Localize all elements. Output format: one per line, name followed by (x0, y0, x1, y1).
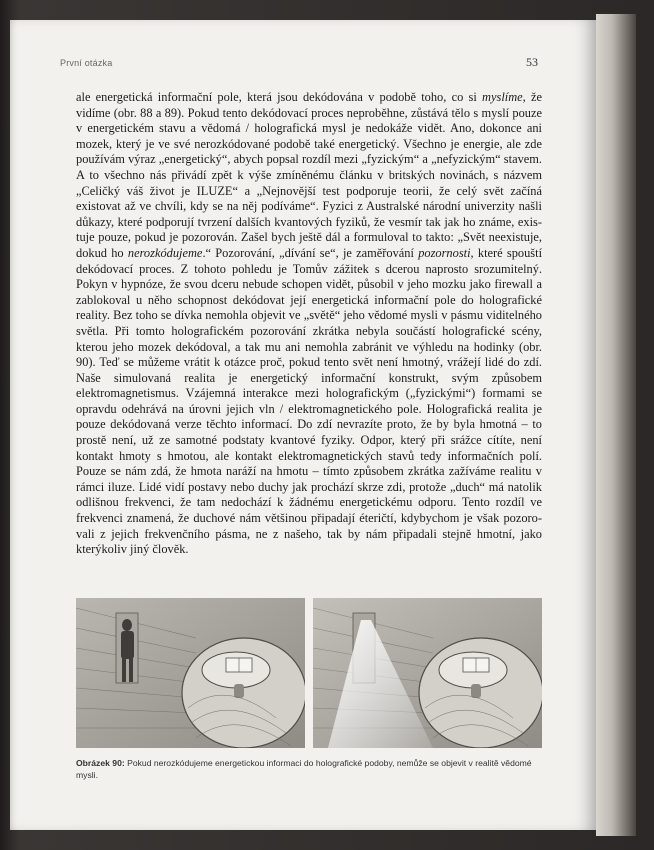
illustration-room-visible-person (76, 598, 305, 748)
body-paragraph (76, 90, 542, 596)
caption-label: Obrázek 90: (76, 758, 125, 768)
body-text-segment: , že vidíme (obr. 88 a 89). Pokud tento dekódovací proces neproběhne, zůstává tělo s myslí pouze v energetickém stavu a vědomá / holografická mysl je nedokáže vidět. Ano, dokonce ani mozek, který je ve své nerozkódované podobě také energetický. Všechno je energie, ale zde používám výraz „energetický“, abych popsal rozdíl mezi „fyzickým“ a „nefyzickým“ stavem. A to všechno nás přivádí zpět k výše zmíněnému článku v britských novinách, s názvem „Celičký váš život je ILUZE“ a „Nejnovější test podporuje teorii, že celý svět začíná existovat až ve chvíli, kdy se na něj podíváme“. Fyzici z Australské národní univerzity našli důkazy, které podporují tvrzení dalších kvantových fyziků, že vesmír tak jak ho známe, existuje pouze, pokud je pozorován. Zašel bych ještě dál a formuloval to takto: „Svět neexistuje, dokud ho (76, 90, 542, 260)
body-text-italic: myslíme (482, 90, 523, 104)
illustration-with-figure (76, 598, 305, 748)
body-text-italic: nerozkódujeme (127, 245, 203, 260)
illustration-room-light-beam (313, 598, 542, 748)
caption-text: Pokud nerozkódujeme energetickou informaci do holografické podoby, nemůže se objevit v realitě vědomé mysli. (76, 758, 532, 780)
figure-caption (76, 758, 542, 781)
book-page-edges (596, 14, 636, 836)
body-text-segment: , které spouští dekódovací proces. Z tohoto pohledu je Tomův zážitek s dcerou naprosto srozumitelný. Pokyn v hypnóze, že svou dceru nebude schopen vidět, působil v jeho mozku jako firewall a zablokoval u něho schopnost dekódovat její energetická informační pole do holografické reality. Bez toho se dívka nemohla objevit ve „světě“ jeho vědomé mysli v pásmu viditelného světla. Při tomto holografickém pozorování zkrátka nebyla součástí holografické scény, kterou jeho mozek dekódoval, a tak mu ani nemohla zabránit ve výhledu na hodinky (obr. 90). Teď se můžeme vrátit k otázce proč, pokud tento svět není hmotný, vrážejí lidé do zdí. Naše simulovaná realita je energetický informační konstrukt, svým způsobem elektromagnetismus. Vzájemná interakce mezi holografickým („fyzickými“) formami se opravdu odehrává na úrovni jejich vln / elektromagnetického pole. Holografická realita je pouze dekódovaná verze těchto informací. Do zdí nevrazíte proto, že by byla hmotná – to prostě není, už ze samotné podstaty kvantové fyziky. Odpor, který při srážce cítíte, není kontakt hmoty s hmotou, ale kontakt elektromagnetických stavů tedy informačních polí. Pouze se nám zdá, že hmota naráží na hmotu – tímto způsobem zkrátka zažíváme realitu v rámci iluze. Lidé vidí postavy nebo duchy jak prochází skrze zdi, protože „duch“ má natolik odlišnou frekvenci, že tam nedochází k žádnému energetickému odporu. Tento rozdíl ve frekvenci znamená, že duchové nám většinou připadají éteričtí, kdybychom je však pozorovali z jejich frekvenčního pásma, ne z našeho, tak by nám připadali stejně hmotní, jako kterýkoliv jiný člověk. (76, 245, 543, 557)
figure-90 (76, 598, 542, 748)
body-text-segment: ale energetická informační pole, která jsou dekódována v podobě toho, co si (76, 90, 483, 104)
illustration-without-figure (313, 598, 542, 748)
body-text-italic: pozornosti (418, 245, 471, 260)
body-text-segment: .“ Pozorování, „dívání se“, je zaměřování (202, 245, 419, 260)
page-number: 53 (526, 55, 538, 69)
running-head: První otázka (60, 58, 113, 68)
